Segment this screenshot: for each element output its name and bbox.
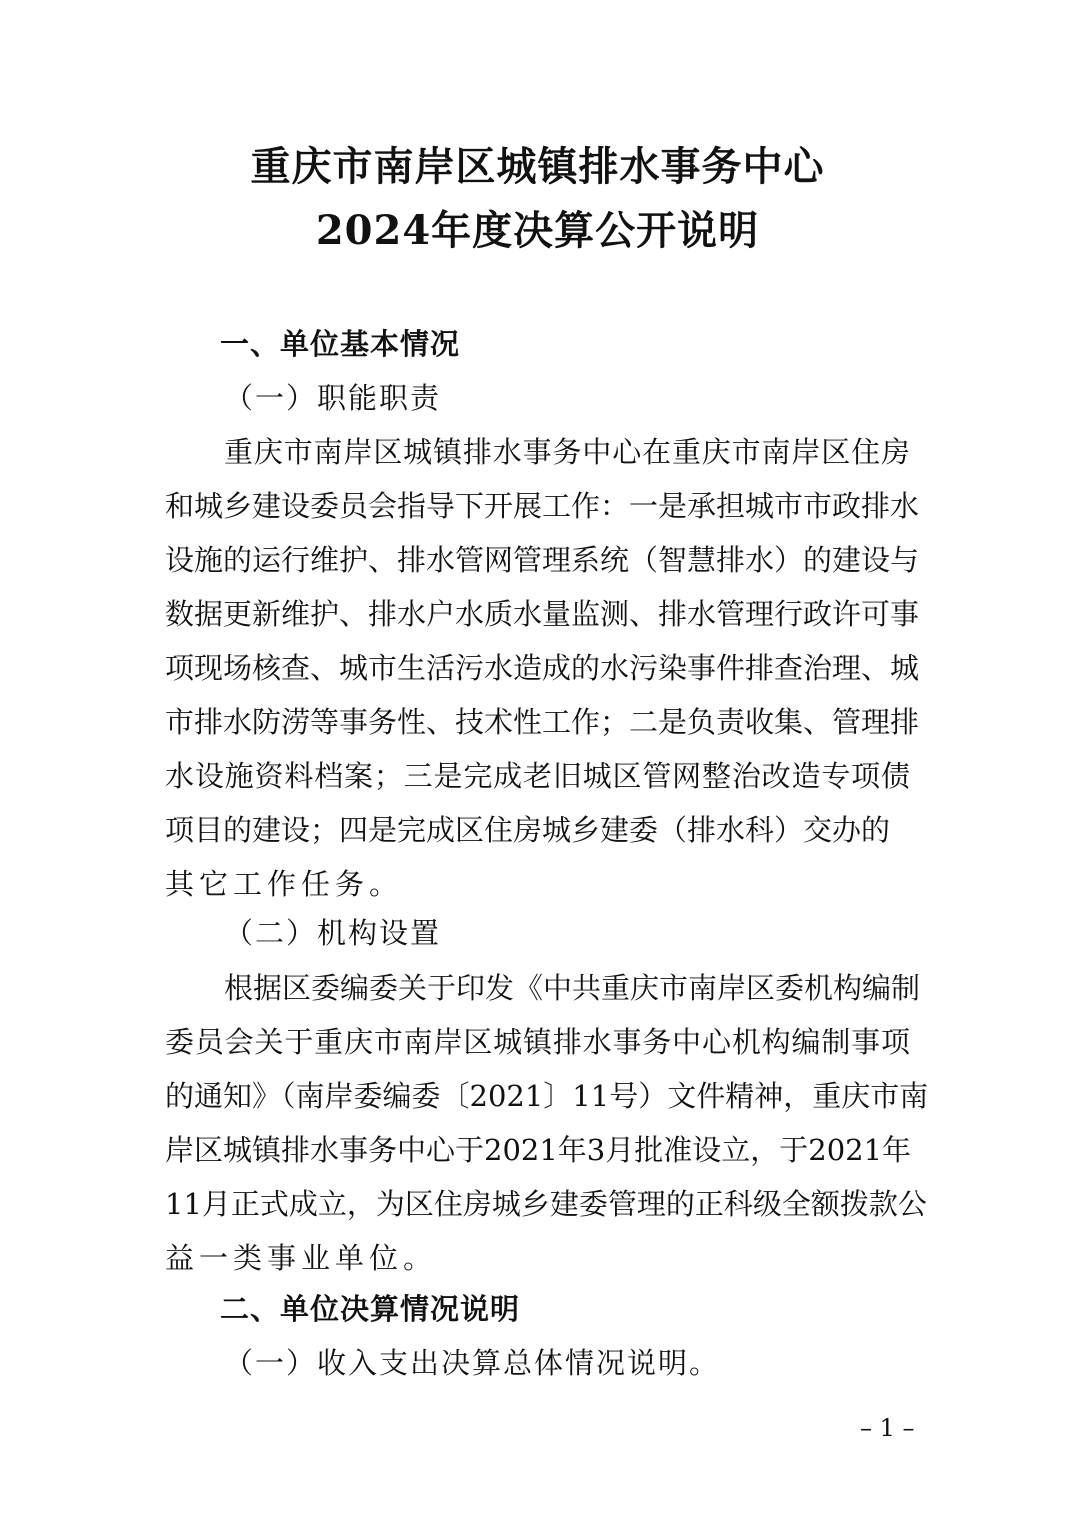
- paragraph-2-line: 委员会关于重庆市南岸区城镇排水事务中心机构编制事项: [165, 1025, 910, 1059]
- section-2-heading: 二、单位决算情况说明: [220, 1292, 521, 1326]
- paragraph-1-line: 和城乡建设委员会指导下开展工作：一是承担城市市政排水: [165, 489, 920, 523]
- paragraph-1-line: 水设施资料档案；三是完成老旧城区管网整治改造专项债: [165, 759, 910, 793]
- paragraph-1-line: 重庆市南岸区城镇排水事务中心在重庆市南岸区住房: [224, 435, 910, 469]
- paragraph-1-line: 数据更新维护、排水户水质水量监测、排水管理行政许可事: [165, 597, 920, 631]
- section-2-subheading-1: （一）收入支出决算总体情况说明。: [224, 1346, 721, 1380]
- section-1-heading: 一、单位基本情况: [220, 327, 461, 361]
- section-1-subheading-1: （一）职能职责: [224, 381, 442, 415]
- paragraph-2-line: 11月正式成立，为区住房城乡建委管理的正科级全额拨款公: [165, 1187, 927, 1221]
- paragraph-1-line: 项现场核查、城市生活污水造成的水污染事件排查治理、城: [165, 651, 920, 685]
- paragraph-2-line: 根据区委编委关于印发《中共重庆市南岸区委机构编制: [224, 971, 921, 1005]
- document-title-line-1: 重庆市南岸区城镇排水事务中心: [250, 143, 825, 190]
- paragraph-2-line: 益一类事业单位。: [165, 1241, 438, 1275]
- paragraph-2-line: 岸区城镇排水事务中心于2021年3月批准设立，于2021年: [165, 1133, 912, 1167]
- paragraph-1-line: 设施的运行维护、排水管网管理系统（智慧排水）的建设与: [165, 543, 920, 577]
- paragraph-1-line: 项目的建设；四是完成区住房城乡建委（排水科）交办的: [165, 813, 891, 847]
- paragraph-2-line: 的通知》（南岸委编委〔2021〕11号）文件精神，重庆市南: [165, 1079, 929, 1113]
- paragraph-1-line: 其它工作任务。: [165, 867, 404, 901]
- document-title-line-2: 2024年度决算公开说明: [315, 207, 760, 254]
- paragraph-1-line: 市排水防涝等事务性、技术性工作；二是负责收集、管理排: [165, 705, 920, 739]
- page-number: – 1 –: [860, 1414, 915, 1442]
- section-1-subheading-2: （二）机构设置: [224, 916, 442, 950]
